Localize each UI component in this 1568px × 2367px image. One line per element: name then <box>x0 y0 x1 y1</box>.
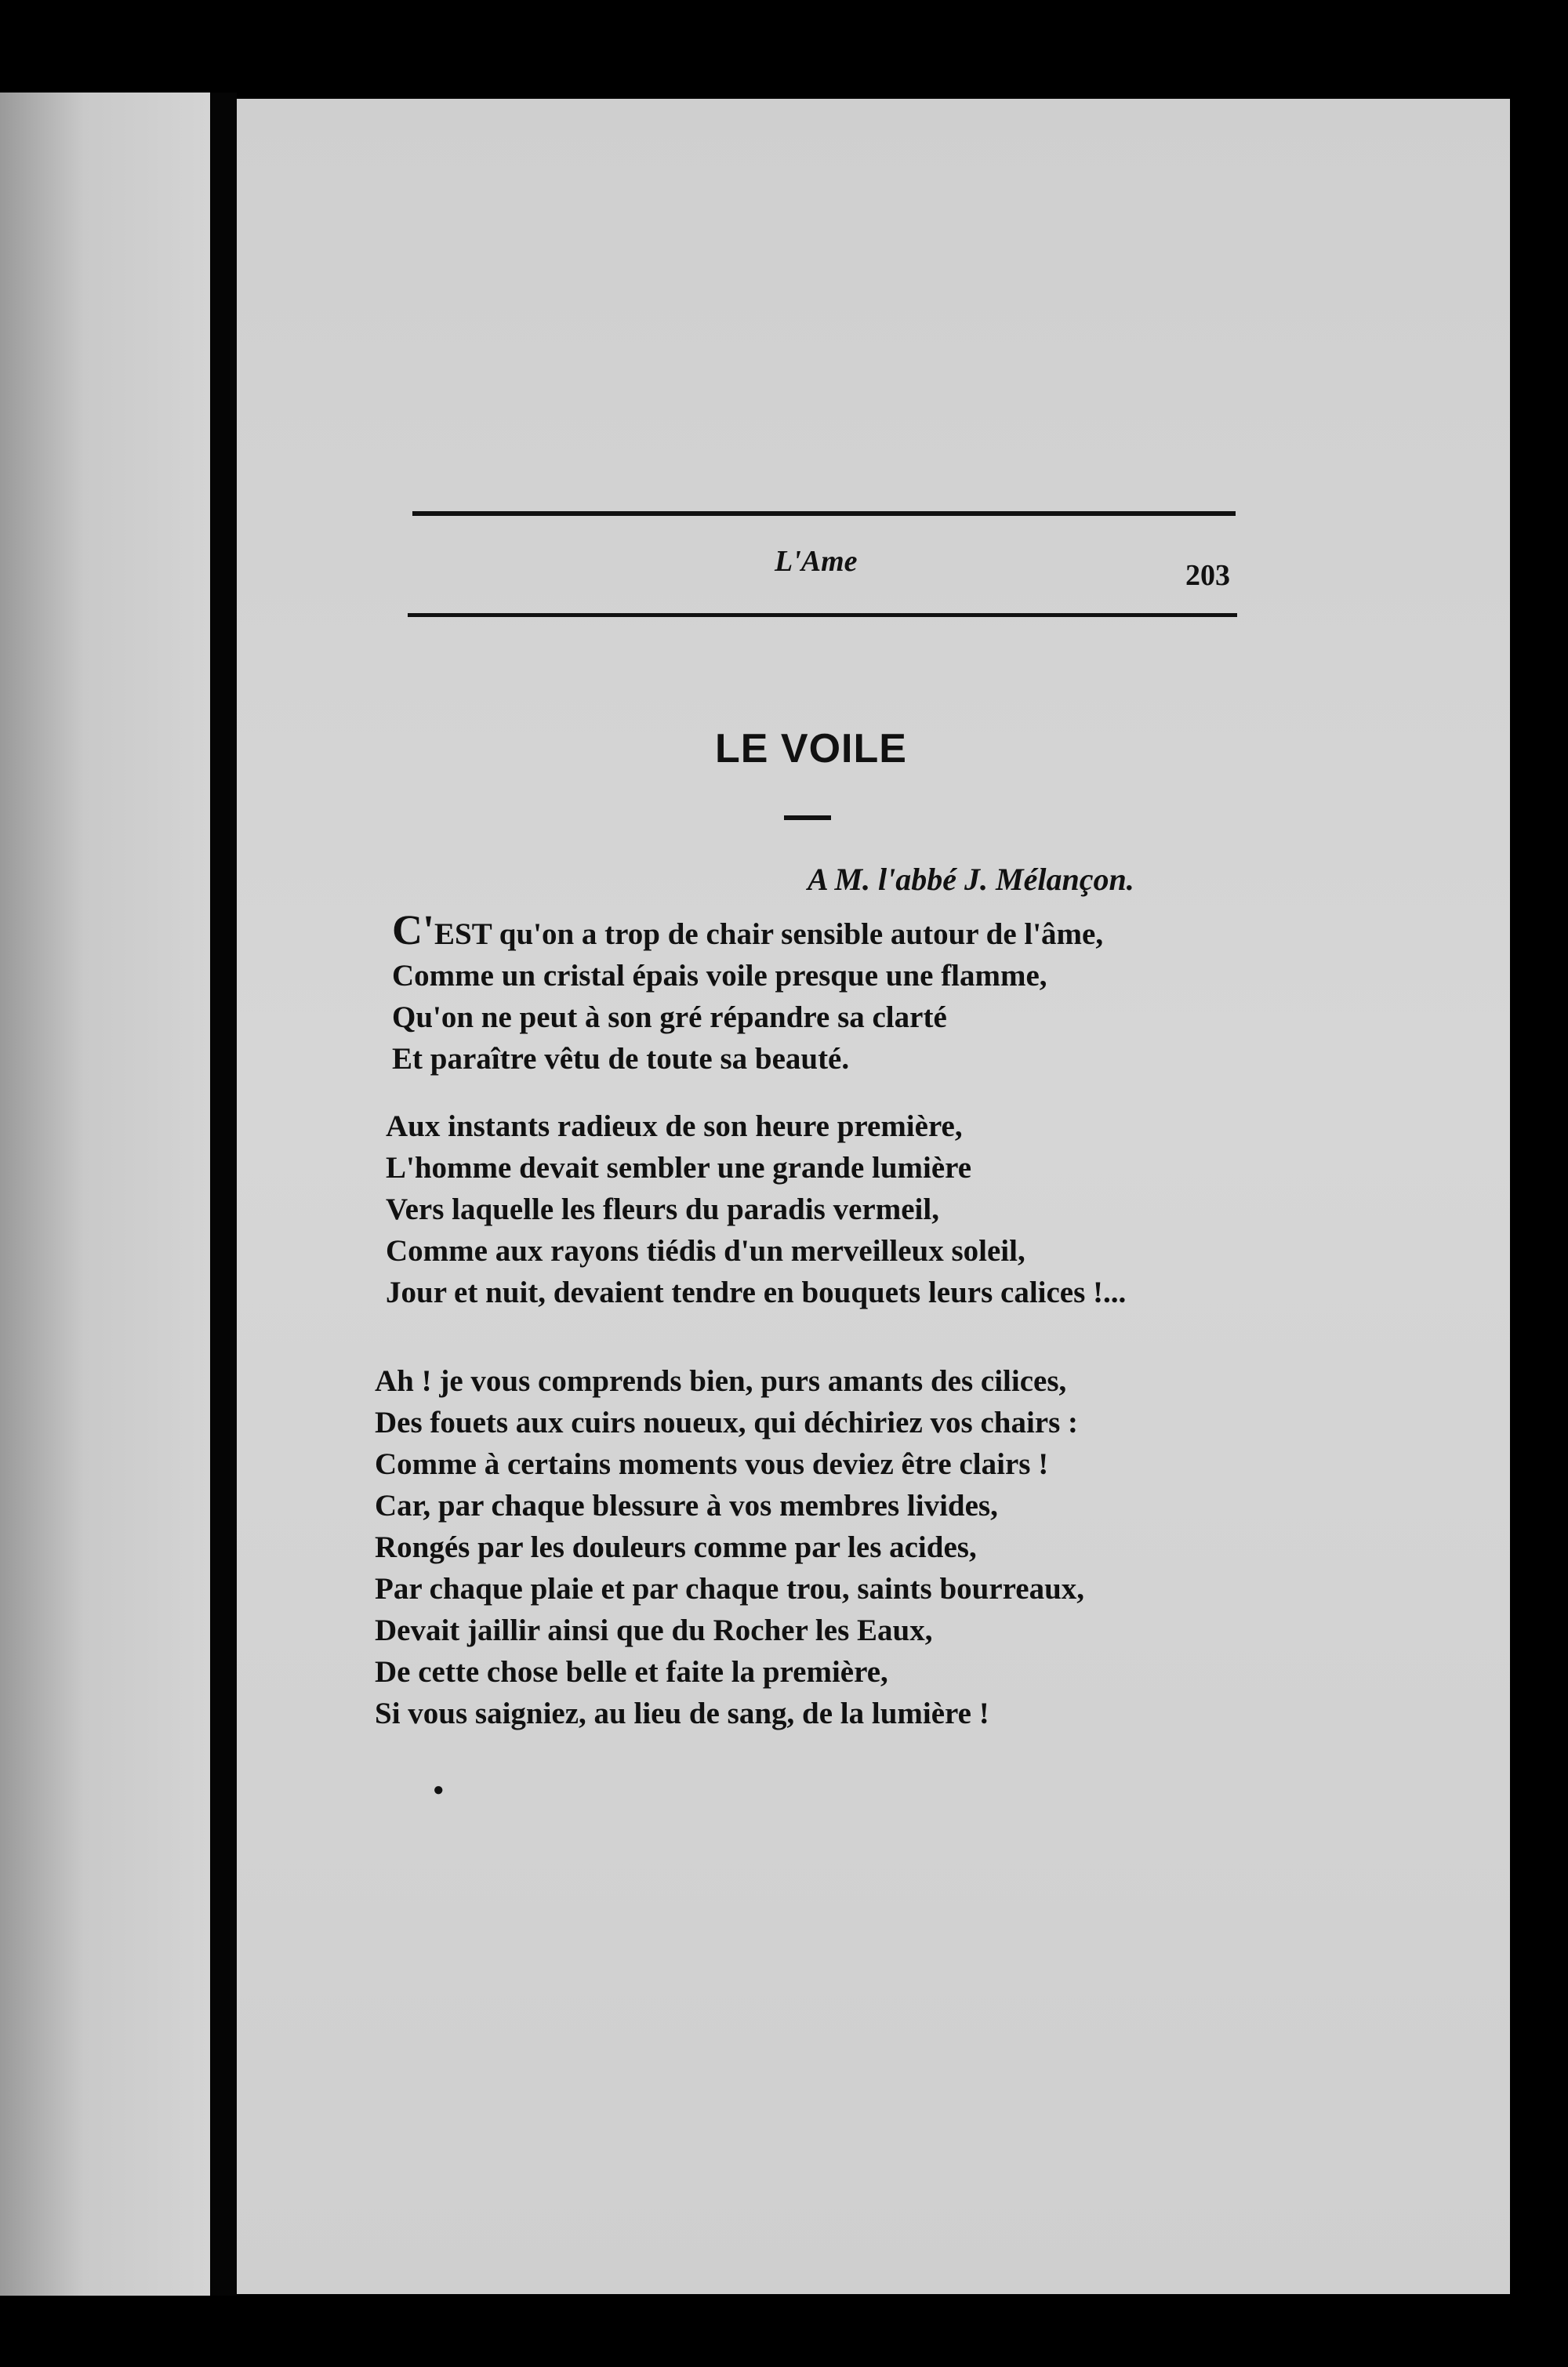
verse-line: Vers laquelle les fleurs du paradis vermeil, <box>386 1193 939 1226</box>
verse-line: Devait jaillir ainsi que du Rocher les Eaux, <box>375 1614 933 1647</box>
verse-line: Et paraître vêtu de toute sa beauté. <box>392 1042 850 1076</box>
verse-line-text: EST qu'on a trop de chair sensible autour de l'âme, <box>434 917 1104 951</box>
title-dash <box>784 815 831 820</box>
verse-line: Car, par chaque blessure à vos membres livides, <box>375 1489 998 1523</box>
verse-line: Rongés par les douleurs comme par les acides, <box>375 1530 977 1564</box>
verse-line: Par chaque plaie et par chaque trou, saints bourreaux, <box>375 1572 1085 1606</box>
stanza-2 <box>386 1105 1126 1313</box>
verse-line: Si vous saigniez, au lieu de sang, de la lumière ! <box>375 1697 989 1730</box>
dropcap: C' <box>392 906 434 953</box>
left-page-margin <box>0 93 210 2296</box>
header-bottom-rule <box>408 613 1237 617</box>
poem-title: LE VOILE <box>715 726 907 771</box>
verse-line: Qu'on ne peut à son gré répandre sa clarté <box>392 1000 947 1034</box>
verse-line: Comme à certains moments vous deviez être clairs ! <box>375 1447 1049 1481</box>
verse-line: L'homme devait sembler une grande lumière <box>386 1151 972 1185</box>
end-ornament-dot: ● <box>433 1780 445 1800</box>
verse-line <box>392 906 1104 955</box>
verse-line: Jour et nuit, devaient tendre en bouquets leurs calices !... <box>386 1276 1127 1309</box>
book-gutter <box>210 93 237 2296</box>
verse-line: Comme aux rayons tiédis d'un merveilleux soleil, <box>386 1234 1025 1268</box>
verse-line: De cette chose belle et faite la première, <box>375 1655 888 1689</box>
verse-line: Comme un cristal épais voile presque une flamme, <box>392 959 1047 993</box>
stanza-3 <box>375 1360 1084 1734</box>
header-top-rule <box>412 511 1236 516</box>
running-header-title: L'Ame <box>775 545 858 578</box>
verse-line: Des fouets aux cuirs noueux, qui déchiriez vos chairs : <box>375 1406 1078 1439</box>
stanza-1 <box>392 906 1104 1080</box>
verse-line: Ah ! je vous comprends bien, purs amants des cilices, <box>375 1364 1067 1398</box>
poem-dedication: A M. l'abbé J. Mélançon. <box>808 862 1134 897</box>
verse-line: Aux instants radieux de son heure première, <box>386 1109 963 1143</box>
page-number: 203 <box>1185 559 1230 592</box>
